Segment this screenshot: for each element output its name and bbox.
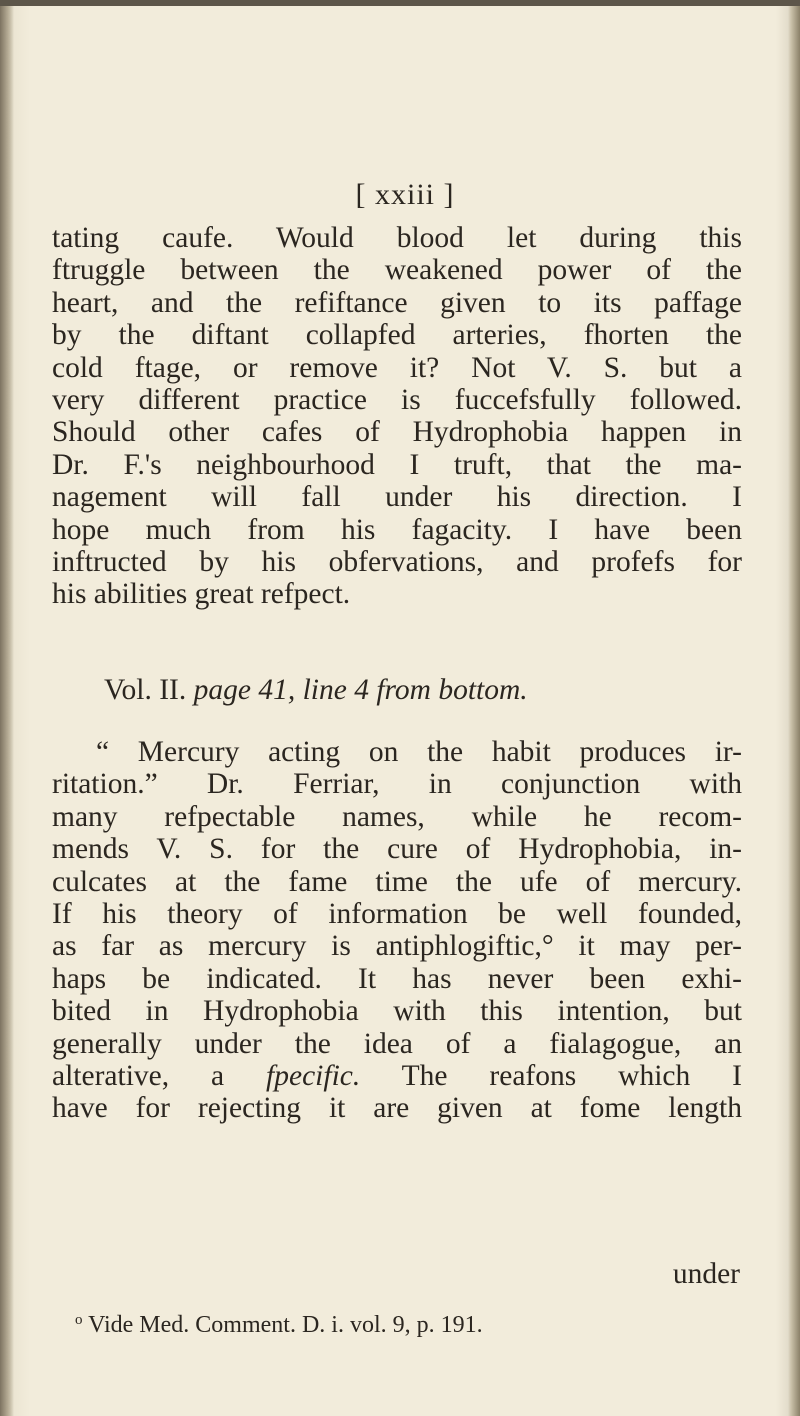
- text-line: [52, 1060, 742, 1092]
- text-line: “ Mercury acting on the habit produces ir-: [96, 736, 742, 768]
- text-line: haps be indicated. It has never been exhi-: [52, 962, 742, 995]
- text-line: Dr. F.'s neighbourhood I truft, that the ma-: [52, 448, 742, 481]
- catchword: under: [672, 1258, 740, 1290]
- text-line: Should other cafes of Hydrophobia happen in: [52, 416, 742, 449]
- page-top-edge: [0, 0, 800, 6]
- page-edge-shadow: [788, 0, 800, 1416]
- text-line: tating caufe. Would blood let during this: [52, 222, 742, 254]
- text-segment: The reafons which I: [401, 1060, 742, 1093]
- text-line: have for rejecting it are given at fome length: [52, 1092, 742, 1125]
- text-segment: alterative, a: [52, 1060, 225, 1093]
- text-line: bited in Hydrophobia with this intention, but: [52, 995, 742, 1028]
- text-line: ritation.” Dr. Ferriar, in conjunction with: [52, 768, 742, 801]
- italic-word: fpecific.: [266, 1060, 361, 1093]
- page-gutter-shadow: [0, 0, 14, 1416]
- text-line: his abilities great refpect.: [52, 578, 351, 611]
- paragraph-2: [52, 736, 742, 1125]
- reference-volume: Vol. II.: [104, 674, 187, 706]
- text-line: ftruggle between the weakened power of the: [52, 254, 742, 287]
- text-line: If his theory of information be well founded,: [52, 898, 742, 931]
- text-line: hope much from his fagacity. I have been: [52, 513, 742, 546]
- text-line: inftructed by his obfervations, and profefs for: [52, 546, 742, 579]
- text-line: nagement will fall under his direction. I: [52, 481, 742, 514]
- footnote-marker: o: [75, 1312, 83, 1328]
- text-line: cold ftage, or remove it? Not V. S. but a: [52, 351, 742, 384]
- text-line: generally under the idea of a fialagogue, an: [52, 1027, 742, 1060]
- footnote: [75, 1312, 483, 1339]
- text-line: as far as mercury is antiphlogiftic,° it may per-: [52, 930, 742, 963]
- reference-heading: [104, 674, 528, 706]
- text-line: heart, and the refiftance given to its paffage: [52, 286, 742, 319]
- paragraph-1: [52, 222, 742, 611]
- text-line: by the diftant collapfed arteries, fhorten the: [52, 319, 742, 352]
- reference-location: page 41, line 4 from bottom.: [193, 674, 528, 706]
- text-line: very different practice is fuccefsfully followed.: [52, 384, 742, 417]
- page-number: [ xxiii ]: [355, 178, 455, 211]
- text-line: many refpectable names, while he recom-: [52, 800, 742, 833]
- text-line: mends V. S. for the cure of Hydrophobia, in-: [52, 833, 742, 866]
- footnote-text: Vide Med. Comment. D. i. vol. 9, p. 191.: [88, 1312, 483, 1338]
- text-line: culcates at the fame time the ufe of mercury.: [52, 865, 742, 898]
